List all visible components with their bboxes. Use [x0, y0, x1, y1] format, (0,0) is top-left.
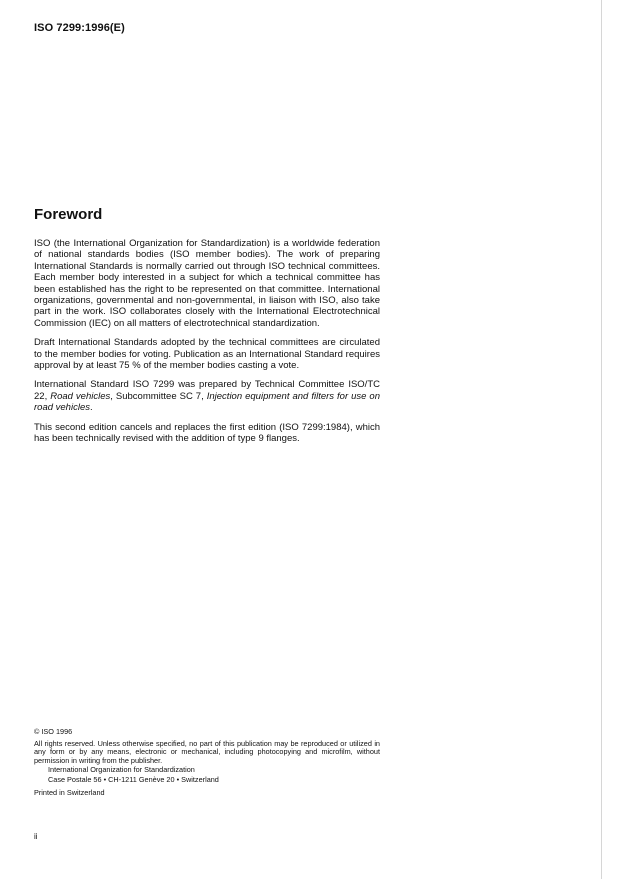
paragraph-3-text-b: , Subcommittee SC 7,	[110, 390, 207, 402]
paragraph-3-text-a: International Standard ISO 7299 was prepared by Technical Committee ISO/TC 22,	[34, 379, 380, 402]
paragraph-1: ISO (the International Organization for Standardization) is a worldwide federation of national standards bodies (ISO member bodies). The work of preparing International Standards is normally carried out through ISO technical committees. Each member body interested in a subject for which a technical committee has been established has the right to be represented on that committee. International organizations, governmental and non-governmental, in liaison with ISO, also take part in the work. ISO collaborates closely with the International Electrotechnical Commission (IEC) on all matters of electrotechnical standardization.	[34, 238, 380, 329]
paragraph-4: This second edition cancels and replaces the first edition (ISO 7299:1984), which has been technically revised with the addition of type 9 flanges.	[34, 421, 380, 445]
publisher-name: International Organization for Standardization	[48, 765, 195, 775]
paragraph-2: Draft International Standards adopted by the technical committees are circulated to the member bodies for voting. Publication as an International Standard requires approval by at least 75 % of the member bodies casting a vote.	[34, 337, 380, 372]
foreword-body	[34, 238, 380, 453]
publisher-address: Case Postale 56 • CH-1211 Genève 20 • Switzerland	[48, 774, 219, 784]
page-number: ii	[34, 832, 38, 841]
paragraph-3-text-c: .	[89, 402, 93, 414]
rights-statement: All rights reserved. Unless otherwise specified, no part of this publication may be reproduced or utilized in any form or by any means, electronic or mechanical, including photocopying and microfilm, without permission in writing from the publisher.	[34, 738, 380, 765]
paragraph-3-italic-b: Injection equipment and filters for use on road vehicles	[34, 390, 380, 414]
document-id: ISO 7299:1996(E)	[34, 22, 125, 34]
page-edge-divider	[601, 0, 602, 879]
copyright-notice: © ISO 1996	[34, 727, 73, 736]
section-title: Foreword	[34, 206, 103, 223]
printed-in: Printed in Switzerland	[34, 787, 105, 797]
copyright-footer	[34, 728, 380, 797]
paragraph-3-italic-a: Road vehicles	[50, 390, 111, 402]
paragraph-3	[34, 379, 380, 413]
